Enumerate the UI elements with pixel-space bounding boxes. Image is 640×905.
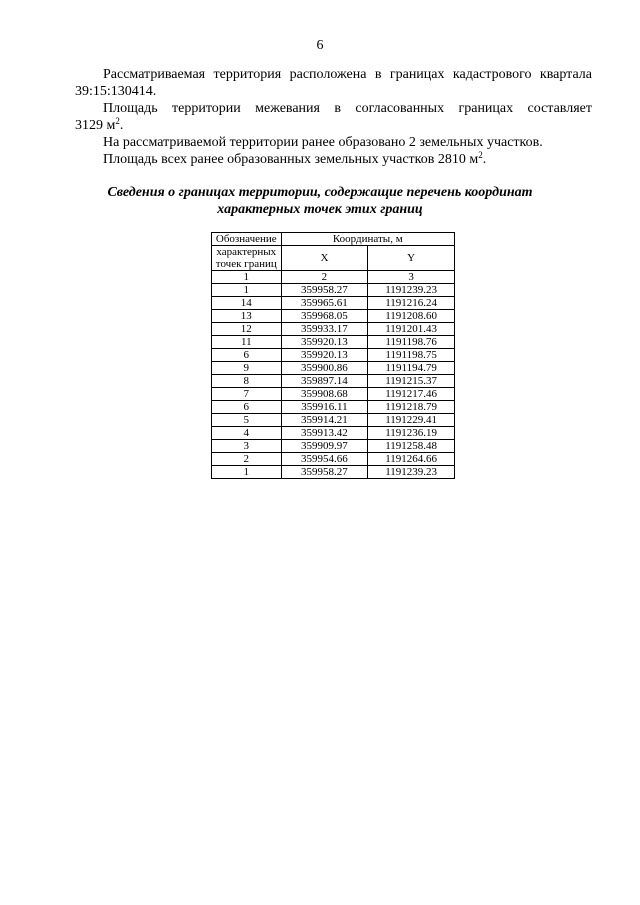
x-cell: 359909.97	[281, 440, 368, 453]
point-cell: 12	[212, 323, 282, 336]
y-cell: 1191229.41	[368, 414, 455, 427]
parcels-area-text: Площадь всех ранее образованных земельных участков 2810 м	[103, 152, 479, 167]
paragraph-location-cont: 39:15:130414.	[75, 84, 157, 99]
table-row	[212, 336, 455, 349]
x-cell: 359920.13	[281, 336, 368, 349]
y-cell: 1191194.79	[368, 362, 455, 375]
header-point-line2-3	[212, 246, 282, 271]
body-text	[75, 66, 592, 168]
y-cell: 1191218.79	[368, 401, 455, 414]
y-cell: 1191198.75	[368, 349, 455, 362]
x-cell: 359958.27	[281, 284, 368, 297]
x-cell: 359933.17	[281, 323, 368, 336]
column-number-1: 1	[212, 271, 282, 284]
x-cell: 359958.27	[281, 466, 368, 479]
table-row	[212, 362, 455, 375]
table-row	[212, 453, 455, 466]
paragraph-area: Площадь территории межевания в согласованных границах составляет	[103, 101, 592, 116]
paragraph-parcels-count: На рассматриваемой территории ранее образовано 2 земельных участков.	[103, 135, 543, 150]
y-cell: 1191201.43	[368, 323, 455, 336]
header-y: Y	[368, 246, 455, 271]
y-cell: 1191258.48	[368, 440, 455, 453]
header-point-line1: Обозначение	[212, 233, 282, 246]
y-cell: 1191215.37	[368, 375, 455, 388]
table-title-line2: характерных точек этих границ	[217, 202, 423, 217]
area-value: 3129 м	[75, 118, 116, 133]
y-cell: 1191198.76	[368, 336, 455, 349]
x-cell: 359916.11	[281, 401, 368, 414]
table-row	[212, 349, 455, 362]
table-title-line1: Сведения о границах территории, содержащие перечень координат	[107, 185, 533, 200]
x-cell: 359968.05	[281, 310, 368, 323]
header-coordinates: Координаты, м	[281, 233, 454, 246]
point-cell: 1	[212, 466, 282, 479]
header-point-line2: характерных	[216, 246, 277, 258]
table-header-row-2	[212, 246, 455, 271]
header-x: X	[281, 246, 368, 271]
area-unit-superscript: 2	[115, 116, 120, 126]
column-number-3: 3	[368, 271, 455, 284]
x-cell: 359920.13	[281, 349, 368, 362]
point-cell: 11	[212, 336, 282, 349]
point-cell: 14	[212, 297, 282, 310]
table-row	[212, 388, 455, 401]
y-cell: 1191264.66	[368, 453, 455, 466]
table-row	[212, 297, 455, 310]
x-cell: 359954.66	[281, 453, 368, 466]
parcels-area-superscript: 2	[478, 150, 483, 160]
x-cell: 359965.61	[281, 297, 368, 310]
point-cell: 9	[212, 362, 282, 375]
point-cell: 6	[212, 349, 282, 362]
page-number: 6	[316, 38, 324, 53]
point-cell: 4	[212, 427, 282, 440]
table-title	[0, 184, 640, 218]
table-row	[212, 414, 455, 427]
table-row	[212, 427, 455, 440]
x-cell: 359897.14	[281, 375, 368, 388]
table-row	[212, 310, 455, 323]
table-row	[212, 323, 455, 336]
table-row	[212, 440, 455, 453]
table-header-row-1	[212, 233, 455, 246]
table-row	[212, 466, 455, 479]
point-cell: 3	[212, 440, 282, 453]
y-cell: 1191217.46	[368, 388, 455, 401]
parcels-area-end: .	[482, 152, 487, 167]
table-column-numbers	[212, 271, 455, 284]
y-cell: 1191239.23	[368, 284, 455, 297]
point-cell: 6	[212, 401, 282, 414]
point-cell: 8	[212, 375, 282, 388]
x-cell: 359908.68	[281, 388, 368, 401]
table-row	[212, 284, 455, 297]
y-cell: 1191208.60	[368, 310, 455, 323]
y-cell: 1191216.24	[368, 297, 455, 310]
x-cell: 359913.42	[281, 427, 368, 440]
y-cell: 1191236.19	[368, 427, 455, 440]
x-cell: 359914.21	[281, 414, 368, 427]
y-cell: 1191239.23	[368, 466, 455, 479]
point-cell: 2	[212, 453, 282, 466]
column-number-2: 2	[281, 271, 368, 284]
x-cell: 359900.86	[281, 362, 368, 375]
area-value-end: .	[119, 118, 124, 133]
paragraph-parcels-area	[75, 151, 592, 168]
table-row	[212, 375, 455, 388]
paragraph-location: Рассматриваемая территория расположена в границах кадастрового квартала	[103, 67, 592, 82]
header-point-line3: точек границ	[215, 258, 277, 270]
point-cell: 1	[212, 284, 282, 297]
coordinates-table	[211, 232, 455, 479]
point-cell: 5	[212, 414, 282, 427]
table-row	[212, 401, 455, 414]
paragraph-area-value	[75, 117, 592, 134]
point-cell: 7	[212, 388, 282, 401]
point-cell: 13	[212, 310, 282, 323]
